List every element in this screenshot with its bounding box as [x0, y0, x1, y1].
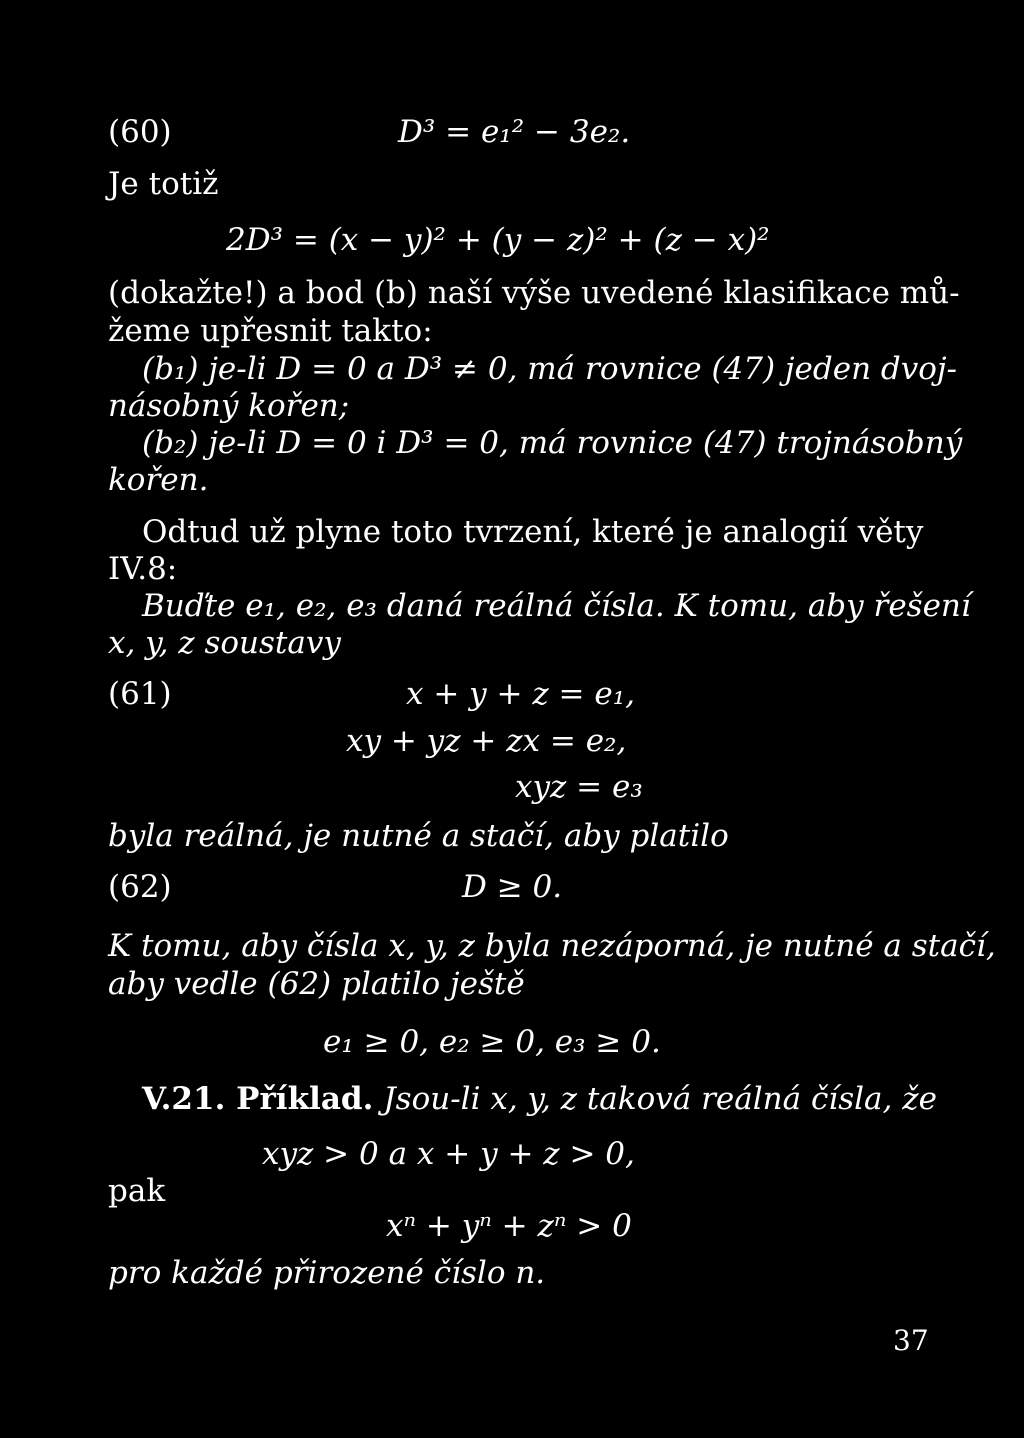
- text-line: (b₂) je-li D = 0 i D³ = 0, má rovnice (47) trojnásobný: [142, 425, 963, 461]
- text-line: (dokažte!) a bod (b) naší výše uvedené klasifikace mů-: [108, 275, 960, 311]
- text-line: žeme upřesnit takto:: [108, 313, 433, 349]
- example-heading: V.21. Příklad.: [142, 1081, 374, 1117]
- equation: x + y + z = e₁,: [406, 676, 636, 712]
- equation: D³ = e₁² − 3e₂.: [398, 114, 631, 150]
- text-line: IV.8:: [108, 551, 178, 587]
- text-line: (b₁) je-li D = 0 a D³ ≠ 0, má rovnice (47) jeden dvoj-: [142, 351, 958, 387]
- text-line: K tomu, aby čísla x, y, z byla nezáporná, je nutné a stačí,: [108, 928, 996, 964]
- page-number: 37: [893, 1324, 929, 1357]
- text-line: x, y, z soustavy: [108, 625, 341, 661]
- text-line: pro každé přirozené číslo n.: [108, 1255, 546, 1291]
- inequality: e₁ ≥ 0, e₂ ≥ 0, e₃ ≥ 0.: [323, 1024, 661, 1060]
- text-line: byla reálná, je nutné a stačí, aby platilo: [108, 818, 729, 854]
- text-line: pak: [108, 1173, 166, 1209]
- equation: xy + yz + zx = e₂,: [346, 723, 627, 759]
- text-line: aby vedle (62) platilo ještě: [108, 966, 525, 1002]
- text-line: Buďte e₁, e₂, e₃ daná reálná čísla. K tomu, aby řešení: [142, 588, 971, 624]
- example-line: [142, 1081, 937, 1117]
- equation: xyz > 0 a x + y + z > 0,: [262, 1136, 635, 1172]
- example-text: Jsou-li x, y, z taková reálná čísla, že: [373, 1081, 937, 1117]
- text-line: kořen.: [108, 462, 209, 498]
- text-line: Odtud už plyne toto tvrzení, které je analogií věty: [142, 514, 924, 550]
- text-line: Je totiž: [108, 166, 219, 202]
- equation-number: (61): [108, 676, 172, 712]
- equation: xⁿ + yⁿ + zⁿ > 0: [386, 1208, 632, 1244]
- equation: 2D³ = (x − y)² + (y − z)² + (z − x)²: [226, 222, 770, 258]
- equation-number: (62): [108, 869, 172, 905]
- text-line: násobný kořen;: [108, 388, 350, 424]
- equation: xyz = e₃: [515, 769, 643, 805]
- equation-number: (60): [108, 114, 172, 150]
- equation: D ≥ 0.: [462, 869, 563, 905]
